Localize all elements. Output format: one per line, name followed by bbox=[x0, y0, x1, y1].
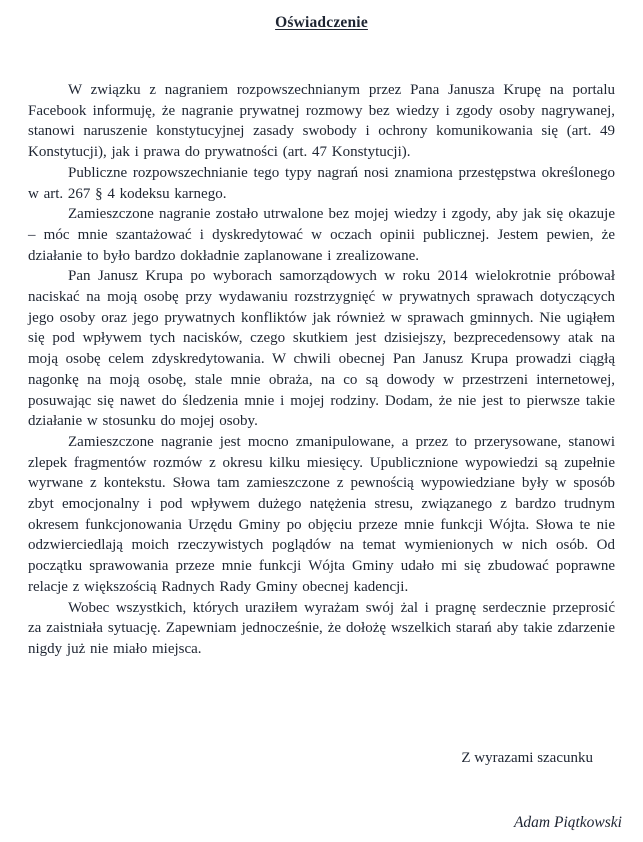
paragraph-1: W związku z nagraniem rozpowszechnianym przez Pana Janusza Krupę na portalu Facebook informuję, że nagranie prywatnej rozmowy bez wiedzy i zgody osoby nagrywanej, stanowi naruszenie konstytucyjnej zasady swobody i ochrony komunikowania się (art. 49 Konstytucji), jak i prawa do prywatności (art. 47 Konstytucji). bbox=[28, 82, 615, 161]
paragraph-4: Pan Janusz Krupa po wyborach samorządowych w roku 2014 wielokrotnie próbował naciskać na moją osobę przy wydawaniu rozstrzygnięć w prywatnych sprawach dotyczących jego osoby oraz jego prywatnych konfliktów jak również w sprawach gminnych. Nie ugiąłem się pod wpływem tych nacisków, czego skutkiem jest dzisiejszy, bezprecedensowy atak na moją osobę celem zdyskredytowania. W chwili obecnej Pan Janusz Krupa prowadzi ciągłą nagonkę na moją osobę, stale mnie obraża, na co są dowody w przestrzeni internetowej, posuwając się nawet do śledzenia mnie i mojej rodziny. Dodam, że nie jest to pierwsze takie działanie w stosunku do mojej osoby. bbox=[28, 268, 615, 430]
paragraph-3: Zamieszczone nagranie zostało utrwalone bez mojej wiedzy i zgody, aby jak się okazuje – móc mnie szantażować i dyskredytować w oczach opinii publicznej. Jestem pewien, że działanie to było bardzo dokładnie zaplanowane i zrealizowane. bbox=[28, 206, 615, 264]
closing-line: Z wyrazami szacunku bbox=[461, 750, 593, 766]
signature-name: Adam Piątkowski bbox=[513, 814, 622, 831]
paragraph-2: Publiczne rozpowszechnianie tego typy nagrań nosi znamiona przestępstwa określonego w art. 267 § 4 kodeksu karnego. bbox=[28, 164, 615, 202]
paragraph-5: Zamieszczone nagranie jest mocno zmanipulowane, a przez to przerysowane, stanowi zlepek fragmentów rozmów z okresu kilku miesięcy. Upublicznione wypowiedzi są zupełnie wyrwane z kontekstu. Słowa tam zamieszczone z pewnością wypowiedziane były w sposób zbyt emocjonalny i pod wpływem dużego natężenia stresu, związanego z bardzo trudnym okresem funkcjonowania Urzędu Gminy po objęciu przeze mnie funkcji Wójta. Słowa te nie odzwierciedlają moich rzeczywistych poglądów na temat wymienionych w nich osób. Od początku sprawowania przeze mnie funkcji Wójta Gminy udało mi się zbudować poprawne relacje z większością Radnych Rady Gminy obecnej kadencji. bbox=[28, 433, 615, 595]
document-body bbox=[28, 80, 615, 660]
paragraph-6: Wobec wszystkich, których uraziłem wyrażam swój żal i pragnę serdecznie przeprosić za zaistniała sytuację. Zapewniam jednocześnie, że dołożę wszelkich starań aby takie zdarzenie nigdy już nie miało miejsca. bbox=[28, 599, 615, 657]
document-title: Oświadczenie bbox=[275, 14, 368, 31]
